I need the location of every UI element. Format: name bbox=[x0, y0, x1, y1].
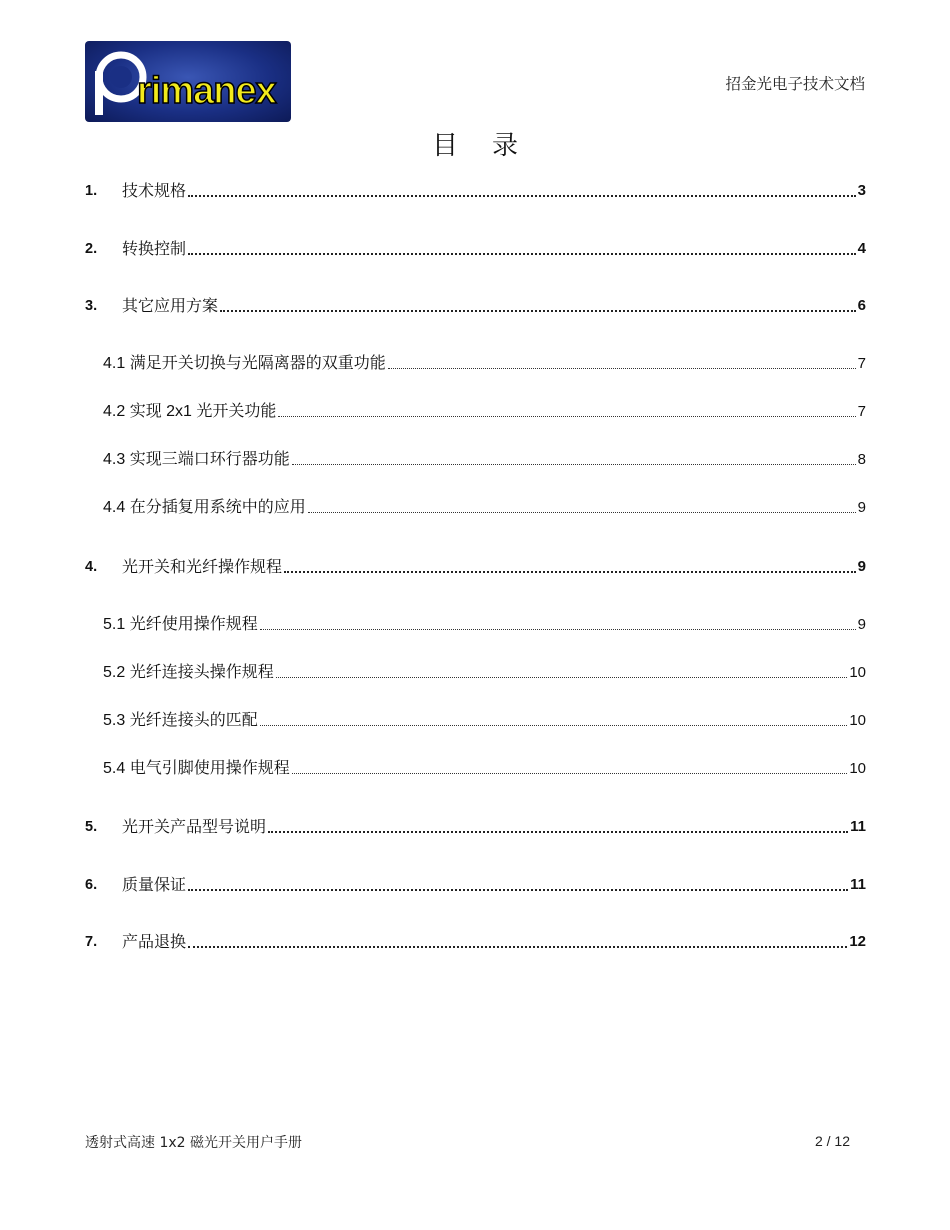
toc-leader bbox=[220, 298, 856, 312]
toc-entry-3[interactable] bbox=[85, 294, 866, 318]
footer-page-indicator: 2 / 12 bbox=[814, 1133, 850, 1149]
toc-entry-2[interactable] bbox=[85, 237, 866, 261]
toc-number: 6. bbox=[85, 877, 98, 893]
toc-entry-5-3[interactable] bbox=[103, 709, 866, 733]
toc-title: 质量保证 bbox=[122, 875, 187, 894]
toc-title: 光开关和光纤操作规程 bbox=[122, 557, 283, 576]
toc-entry-5-4[interactable] bbox=[103, 757, 866, 781]
toc-title: 技术规格 bbox=[122, 181, 187, 200]
toc-page: 7 bbox=[857, 403, 866, 420]
toc-leader bbox=[292, 761, 848, 774]
toc-title: 5.4 电气引脚使用操作规程 bbox=[103, 760, 290, 777]
toc-leader bbox=[188, 183, 856, 197]
toc-entry-1[interactable] bbox=[85, 179, 866, 203]
toc-number: 4. bbox=[85, 559, 98, 575]
footer-document-name: 透射式高速 1x2 磁光开关用户手册 bbox=[85, 1135, 302, 1151]
toc-page: 12 bbox=[849, 933, 866, 950]
toc-entry-4-4[interactable] bbox=[103, 496, 866, 520]
toc-page: 8 bbox=[857, 451, 866, 468]
toc-leader bbox=[188, 877, 848, 891]
toc-title: 光开关产品型号说明 bbox=[122, 817, 267, 836]
toc-leader bbox=[260, 617, 856, 630]
toc-leader bbox=[278, 404, 855, 417]
toc-page: 9 bbox=[857, 499, 866, 516]
primanex-logo bbox=[85, 41, 291, 122]
toc-page: 6 bbox=[857, 297, 866, 314]
toc-entry-5[interactable] bbox=[85, 815, 866, 839]
toc-number: 2. bbox=[85, 241, 98, 257]
toc-title: 产品退换 bbox=[122, 932, 187, 951]
toc-entry-6[interactable] bbox=[85, 873, 866, 897]
toc-leader bbox=[308, 500, 856, 513]
toc-number: 3. bbox=[85, 298, 98, 314]
toc-page: 10 bbox=[849, 760, 866, 777]
toc-title: 5.1 光纤使用操作规程 bbox=[103, 616, 258, 633]
toc-leader bbox=[284, 559, 856, 573]
toc-title: 其它应用方案 bbox=[122, 296, 219, 315]
toc-page: 7 bbox=[857, 355, 866, 372]
toc-page: 10 bbox=[849, 664, 866, 681]
toc-page: 3 bbox=[857, 182, 866, 199]
toc-page: 9 bbox=[857, 558, 866, 575]
page-title: 目录 bbox=[431, 131, 552, 161]
toc-leader bbox=[292, 452, 856, 465]
toc-page: 11 bbox=[850, 876, 866, 893]
toc-title: 4.4 在分插复用系统中的应用 bbox=[103, 499, 306, 516]
svg-text:rimanex: rimanex bbox=[137, 70, 276, 112]
toc-number: 5. bbox=[85, 819, 98, 835]
toc-entry-5-2[interactable] bbox=[103, 661, 866, 685]
toc-page: 9 bbox=[857, 616, 866, 633]
toc-title: 4.3 实现三端口环行器功能 bbox=[103, 451, 290, 468]
toc-title: 转换控制 bbox=[122, 239, 187, 258]
toc-number: 1. bbox=[85, 183, 98, 199]
toc-title: 5.3 光纤连接头的匹配 bbox=[103, 712, 258, 729]
header-organization: 招金光电子技术文档 bbox=[725, 75, 865, 93]
toc-leader bbox=[260, 713, 848, 726]
toc-leader bbox=[188, 934, 847, 948]
toc-page: 11 bbox=[850, 818, 866, 835]
toc-entry-4-1[interactable] bbox=[103, 352, 866, 376]
toc-page: 10 bbox=[849, 712, 866, 729]
toc-entry-4-3[interactable] bbox=[103, 448, 866, 472]
toc-entry-7[interactable] bbox=[85, 930, 866, 954]
toc-title: 4.1 满足开关切换与光隔离器的双重功能 bbox=[103, 355, 386, 372]
toc-number: 7. bbox=[85, 934, 98, 950]
toc-entry-4[interactable] bbox=[85, 555, 866, 579]
toc-leader bbox=[188, 241, 856, 255]
toc-title: 5.2 光纤连接头操作规程 bbox=[103, 664, 274, 681]
toc-title: 4.2 实现 2x1 光开关功能 bbox=[103, 403, 277, 420]
toc-entry-4-2[interactable] bbox=[103, 400, 866, 424]
toc-leader bbox=[268, 819, 848, 833]
toc-leader bbox=[388, 356, 856, 369]
toc-page: 4 bbox=[857, 240, 866, 257]
toc-leader bbox=[276, 665, 848, 678]
toc-entry-5-1[interactable] bbox=[103, 613, 866, 637]
